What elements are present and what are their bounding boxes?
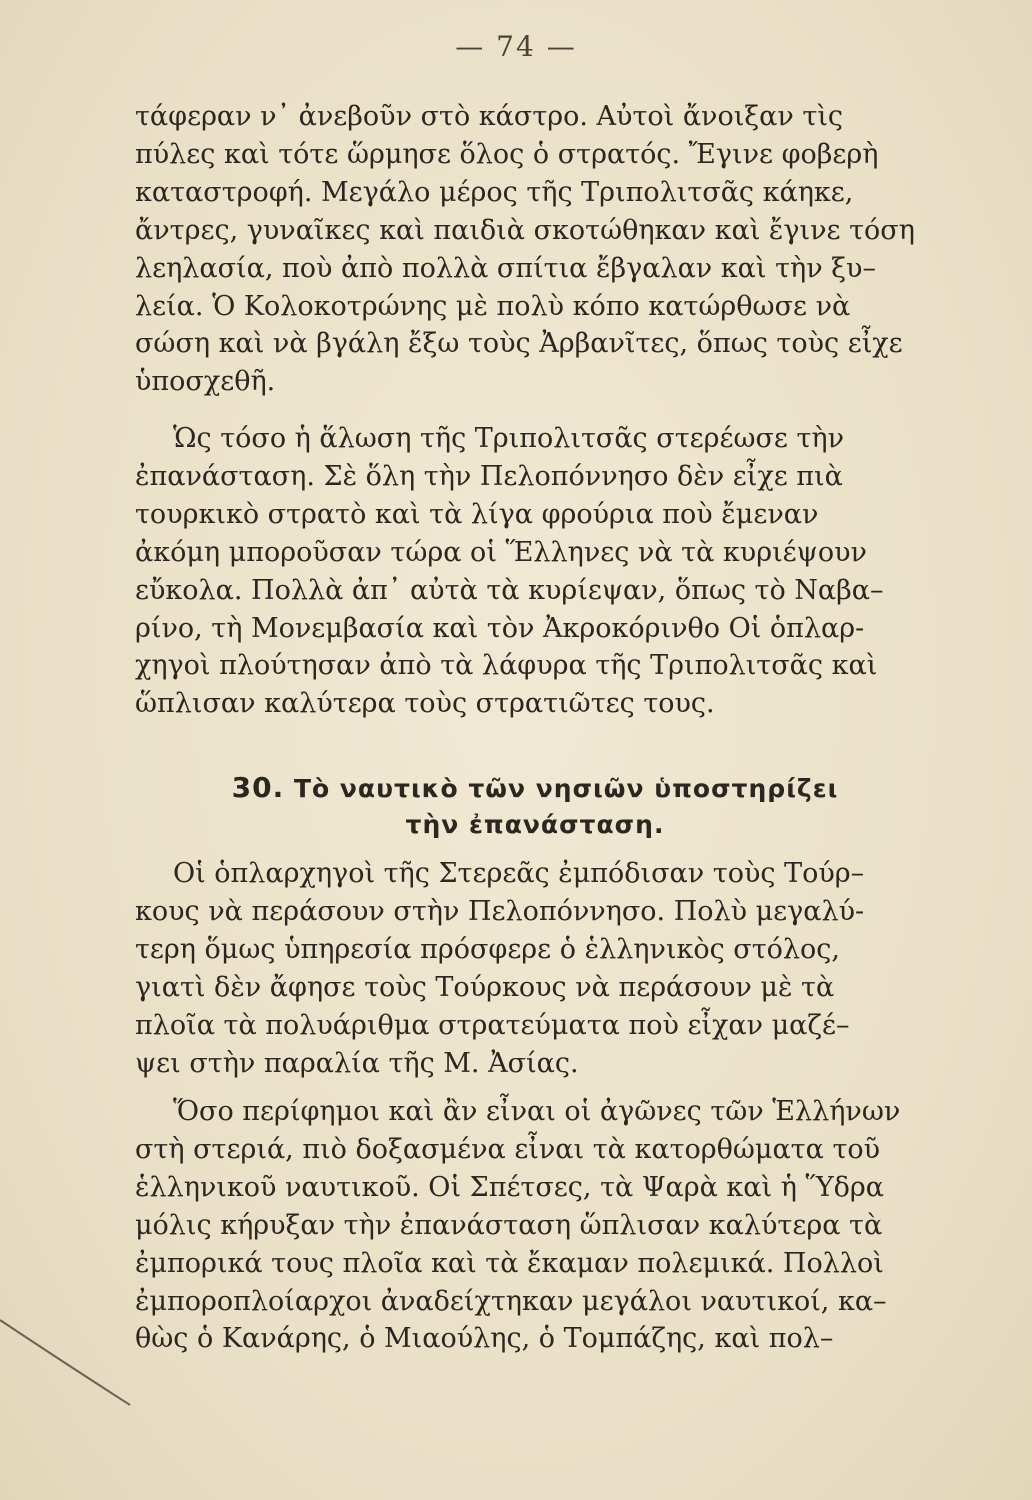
text-line: τάφεραν ν᾽ ἀνεβοῦν στὸ κάστρο. Αὐτοὶ ἄνοιξαν τὶς bbox=[135, 101, 844, 132]
text-line: τερη ὅμως ὑπηρεσία πρόσφερε ὁ ἑλληνικὸς στόλος, bbox=[135, 933, 841, 965]
section-number: 30. bbox=[231, 771, 285, 804]
margin-pencil-mark bbox=[0, 1310, 140, 1410]
text-line: κους νὰ περάσουν στὴν Πελοπόννησο. Πολὺ μεγαλύ- bbox=[135, 895, 865, 927]
section-heading bbox=[135, 770, 935, 843]
text-line: ἀκόμη μποροῦσαν τώρα οἱ Ἕλληνες νὰ τὰ κυριέψουν bbox=[135, 536, 867, 568]
page-number: — 74 — bbox=[455, 30, 577, 63]
text-line: ρίνο, τὴ Μονεμβασία καὶ τὸν Ἀκροκόρινθο Οἱ ὁπλαρ- bbox=[135, 612, 865, 644]
text-line: Ὡς τόσο ἡ ἅλωση τῆς Τριπολιτσᾶς στερέωσε τὴν bbox=[173, 423, 845, 454]
section-heading-line-1 bbox=[135, 770, 935, 807]
text-line: στὴ στεριά, πιὸ δοξασμένα εἶναι τὰ κατορθώματα τοῦ bbox=[135, 1133, 881, 1165]
text-line: πλοῖα τὰ πολυάριθμα στρατεύματα ποὺ εἶχαν μαζέ– bbox=[135, 1009, 850, 1041]
text-line: εὔκολα. Πολλὰ ἀπ᾽ αὐτὰ τὰ κυρίεψαν, ὅπως τὸ Ναβα– bbox=[135, 574, 884, 606]
text-line: γιατὶ δὲν ἄφησε τοὺς Τούρκους νὰ περάσουν μὲ τὰ bbox=[135, 971, 835, 1003]
text-line: χηγοὶ πλούτησαν ἀπὸ τὰ λάφυρα τῆς Τριπολιτσᾶς καὶ bbox=[135, 650, 878, 682]
text-line: ἐπανάσταση. Σὲ ὅλη τὴν Πελοπόννησο δὲν εἶχε πιὰ bbox=[135, 460, 843, 492]
text-line: λεία. Ὁ Κολοκοτρώνης μὲ πολὺ κόπο κατώρθωσε νὰ bbox=[135, 290, 851, 322]
text-line: Ὅσο περίφημοι καὶ ἂν εἶναι οἱ ἀγῶνες τῶν Ἑλλήνων bbox=[173, 1096, 901, 1127]
text-line: ψει στὴν παραλία τῆς Μ. Ἀσίας. bbox=[135, 1047, 579, 1079]
text-line: ὑποσχεθῆ. bbox=[135, 366, 276, 398]
text-line: Οἱ ὁπλαρχηγοὶ τῆς Στερεᾶς ἐμπόδισαν τοὺς Τούρ– bbox=[173, 858, 865, 889]
text-line: ἐμποροπλοίαρχοι ἀναδείχτηκαν μεγάλοι ναυτικοί, κα– bbox=[135, 1285, 887, 1317]
text-line: τουρκικὸ στρατὸ καὶ τὰ λίγα φρούρια ποὺ ἔμεναν bbox=[135, 498, 819, 530]
paragraph-1 bbox=[135, 98, 935, 401]
paragraph-2 bbox=[135, 420, 935, 723]
text-line: θὼς ὁ Κανάρης, ὁ Μιαούλης, ὁ Τομπάζης, καὶ πολ– bbox=[135, 1323, 834, 1355]
text-line: μόλις κήρυξαν τὴν ἐπανάσταση ὥπλισαν καλύτερα τὰ bbox=[135, 1209, 883, 1241]
text-line: ἄντρες, γυναῖκες καὶ παιδιὰ σκοτώθηκαν καὶ ἔγινε τόση bbox=[135, 214, 915, 246]
text-line: ἑλληνικοῦ ναυτικοῦ. Οἱ Σπέτσες, τὰ Ψαρὰ καὶ ἡ Ὕδρα bbox=[135, 1171, 885, 1203]
paragraph-3 bbox=[135, 855, 935, 1082]
section-title-part-1: Τὸ ναυτικὸ τῶν νησιῶν ὑποστηρίζει bbox=[293, 774, 839, 803]
text-line: πύλες καὶ τότε ὥρμησε ὅλος ὁ στρατός. Ἔγινε φοβερὴ bbox=[135, 138, 879, 170]
text-line: ὥπλισαν καλύτερα τοὺς στρατιῶτες τους. bbox=[135, 688, 715, 720]
text-line: λεηλασία, ποὺ ἀπὸ πολλὰ σπίτια ἔβγαλαν καὶ τὴν ξυ– bbox=[135, 252, 876, 284]
text-line: καταστροφή. Μεγάλο μέρος τῆς Τριπολιτσᾶς κάηκε, bbox=[135, 176, 854, 208]
text-line: σώση καὶ νὰ βγάλη ἔξω τοὺς Ἀρβανῖτες, ὅπως τοὺς εἶχε bbox=[135, 328, 903, 360]
paragraph-4 bbox=[135, 1093, 935, 1358]
text-line: ἐμπορικά τους πλοῖα καὶ τὰ ἔκαμαν πολεμικά. Πολλοὶ bbox=[135, 1247, 884, 1279]
section-title-part-2: τὴν ἐπανάσταση. bbox=[405, 810, 665, 839]
